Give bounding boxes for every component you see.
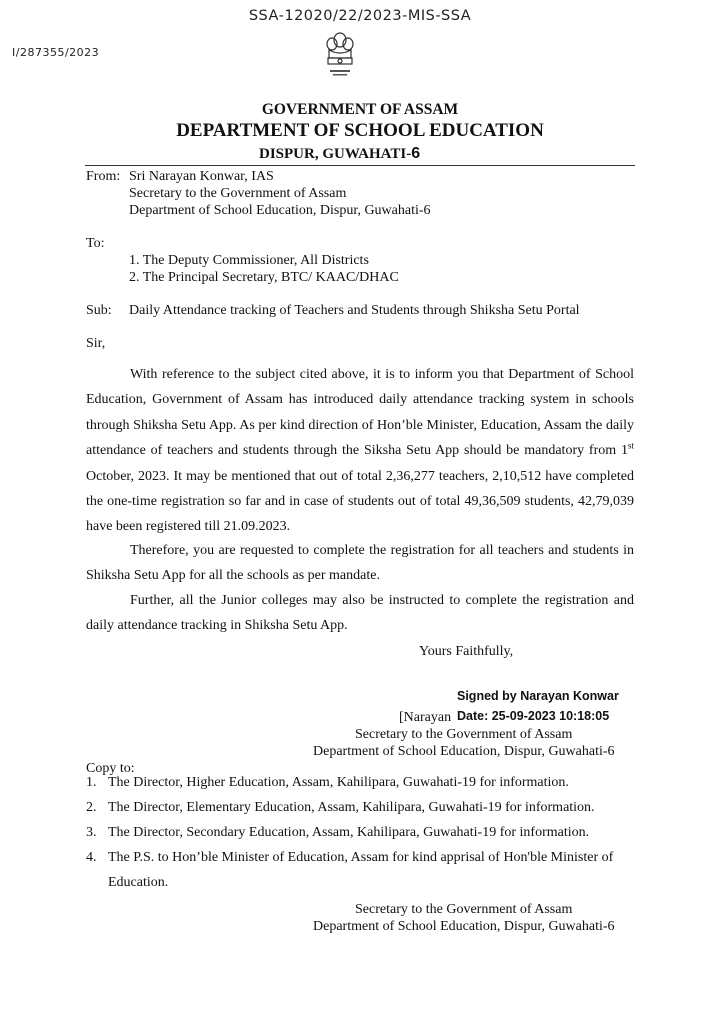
- signature-signed-by: Signed by Narayan Konwar: [457, 689, 619, 703]
- header-divider: [85, 165, 635, 166]
- copy-to-item: [86, 820, 638, 845]
- body-paragraph-1-text-b: October, 2023. It may be mentioned that out of total 2,36,277 teachers, 2,10,512 have completed the one-time registration so far and in case of students out of total 49,36,509 students, 42,79,039 have been registered till 21.09.2023.: [86, 468, 634, 535]
- copy-to-item-number: 1.: [86, 775, 97, 790]
- department-heading: DEPARTMENT OF SCHOOL EDUCATION: [176, 120, 544, 141]
- signature-designation: Secretary to the Government of Assam: [355, 727, 573, 742]
- signature-name-prefix: [Narayan: [399, 710, 452, 725]
- salutation: Sir,: [86, 336, 106, 351]
- to-label: To:: [86, 236, 105, 251]
- copy-to-item-number: 2.: [86, 800, 97, 815]
- body-paragraph-2: Therefore, you are requested to complete the registration for all teachers and students in Shiksha Setu App for all the schools as per mandate.: [86, 543, 634, 584]
- from-designation: Secretary to the Government of Assam: [129, 186, 347, 201]
- body-paragraph-1: [86, 362, 634, 540]
- footer-designation: Secretary to the Government of Assam: [355, 902, 573, 917]
- subject-label: Sub:: [86, 303, 112, 318]
- place-heading: [259, 145, 420, 163]
- ordinal-suffix: st: [627, 440, 634, 451]
- to-recipient-1: 1. The Deputy Commissioner, All Districts: [129, 253, 369, 268]
- copy-to-item-text: The Director, Elementary Education, Assam, Kahilipara, Guwahati-19 for information.: [108, 800, 595, 815]
- copy-to-item-number: 4.: [86, 850, 97, 865]
- copy-to-item: [86, 770, 638, 795]
- file-reference: SSA-12020/22/2023-MIS-SSA: [248, 8, 472, 24]
- left-reference: I/287355/2023: [12, 46, 100, 59]
- from-label: From:: [86, 169, 121, 184]
- subject-text: Daily Attendance tracking of Teachers and Students through Shiksha Setu Portal: [129, 303, 580, 318]
- government-heading: GOVERNMENT OF ASSAM: [261, 101, 459, 118]
- body-paragraph-3: Further, all the Junior colleges may also be instructed to complete the registration and daily attendance tracking in Shiksha Setu App.: [86, 593, 634, 634]
- copy-to-item-number: 3.: [86, 825, 97, 840]
- copy-to-label: Copy to:: [86, 761, 135, 776]
- copy-to-item: [86, 845, 638, 895]
- place-prefix: DISPUR, GUWAHATI-: [259, 146, 412, 162]
- ashoka-emblem-icon: [320, 28, 360, 80]
- closing: Yours Faithfully,: [419, 644, 514, 659]
- signature-date: Date: 25-09-2023 10:18:05: [457, 709, 610, 723]
- from-name: Sri Narayan Konwar, IAS: [129, 169, 274, 184]
- signature-office: Department of School Education, Dispur, Guwahati-6: [313, 744, 615, 759]
- copy-to-list: [86, 770, 638, 895]
- footer-office: Department of School Education, Dispur, Guwahati-6: [313, 919, 615, 934]
- to-recipient-2: 2. The Principal Secretary, BTC/ KAAC/DHAC: [129, 270, 399, 285]
- copy-to-item-text: The Director, Secondary Education, Assam, Kahilipara, Guwahati-19 for information.: [108, 825, 590, 840]
- place-number: 6: [411, 145, 421, 162]
- from-office: Department of School Education, Dispur, Guwahati-6: [129, 203, 431, 218]
- copy-to-item-text: The Director, Higher Education, Assam, Kahilipara, Guwahati-19 for information.: [108, 775, 569, 790]
- copy-to-item: [86, 795, 638, 820]
- copy-to-item-text: The P.S. to Hon’ble Minister of Education, Assam for kind apprisal of Hon'ble Minister of Education.: [108, 850, 614, 890]
- body-paragraph-1-text-a: With reference to the subject cited above, it is to inform you that Department of School Education, Government of Assam has introduced daily attendance tracking system in schools through Shiksha Setu App. As per kind direction of Hon’ble Minister, Education, Assam the daily attendance of teachers and students through the Siksha Setu App should be mandatory from 1: [86, 367, 634, 459]
